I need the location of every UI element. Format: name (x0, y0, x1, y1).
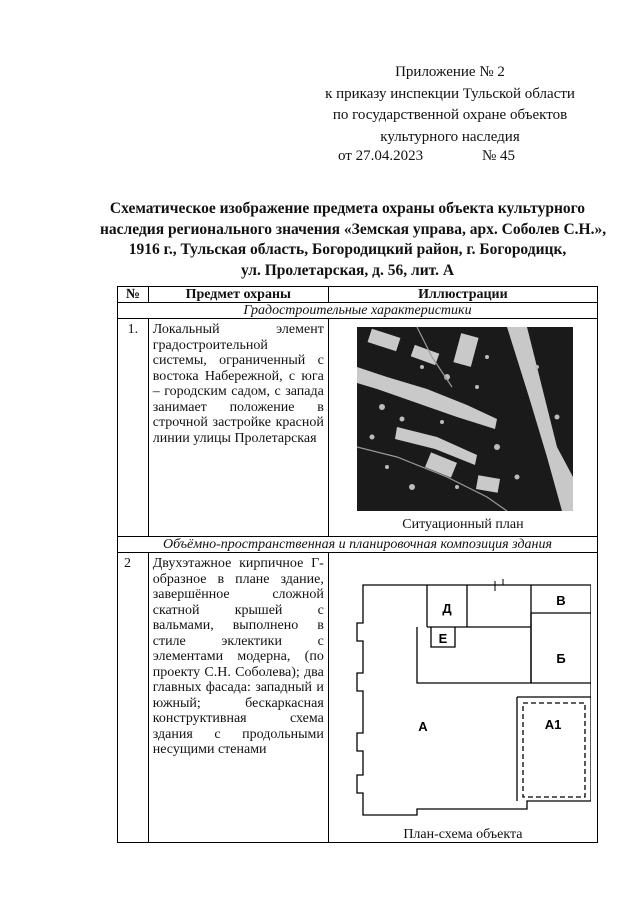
header-illustrations: Иллюстрации (328, 287, 597, 303)
appendix-line: к приказу инспекции Тульской области (325, 85, 575, 102)
appendix-block (300, 62, 600, 148)
row-description: Локальный элемент градостроительной системы, ограниченный с востока Набережной, с юга – городским садом, с запада занимает положение в строчной застройке красной линии улицы Пролетарская (148, 319, 328, 537)
label-b: Б (556, 651, 566, 666)
label-a: А (418, 719, 428, 734)
label-e: Е (438, 631, 448, 646)
illustration-cell (328, 319, 597, 537)
title-line: ул. Пролетарская, д. 56, лит. А (240, 261, 455, 279)
header-number: № (118, 287, 149, 303)
appendix-line: по государственной охране объектов (332, 107, 568, 123)
label-v: В (556, 593, 566, 608)
plan-labels (355, 571, 591, 823)
protection-table (117, 286, 598, 843)
header-subject: Предмет охраны (148, 287, 328, 303)
label-d: Д (442, 601, 452, 616)
appendix-title: Приложение № 2 (395, 64, 505, 80)
plan-caption: План-схема объекта (403, 827, 523, 842)
table-row (118, 319, 598, 537)
row-description: Двухэтажное кирпичное Г-образное в плане здание, завершённое сложной скатной крышей с вальмами, выполнено в стиле эклектики с элементами модерна, (по проекту С.Н. Соболева); два главных фасада: западный и южный; бескаркасная конструктивная схема здания с продольными несущими стенами (148, 553, 328, 843)
table-header-row (118, 287, 598, 303)
section-composition: Объёмно-пространственная и планировочная композиция здания (118, 537, 598, 553)
table-row (118, 553, 598, 843)
photo-caption: Ситуационный план (402, 517, 524, 532)
section-urban: Градостроительные характеристики (118, 303, 598, 319)
title-line: наследия регионального значения «Земская управа, арх. Соболев С.Н.», (100, 220, 607, 238)
order-date: от 27.04.2023 (338, 148, 424, 164)
label-a1: А1 (544, 717, 562, 732)
title-line: 1916 г., Тульская область, Богородицкий район, г. Богородицк, (128, 241, 567, 258)
row-number: 2 (118, 553, 149, 843)
document-title (100, 199, 607, 281)
row-number: 1. (118, 319, 149, 537)
section-row (118, 537, 598, 553)
section-row (118, 303, 598, 319)
order-number: № 45 (482, 148, 516, 164)
appendix-line: культурного наследия (380, 128, 520, 145)
aerial-photo (357, 327, 573, 511)
title-line: Схематическое изображение предмета охраны объекта культурного (109, 200, 586, 217)
illustration-cell (328, 553, 597, 843)
